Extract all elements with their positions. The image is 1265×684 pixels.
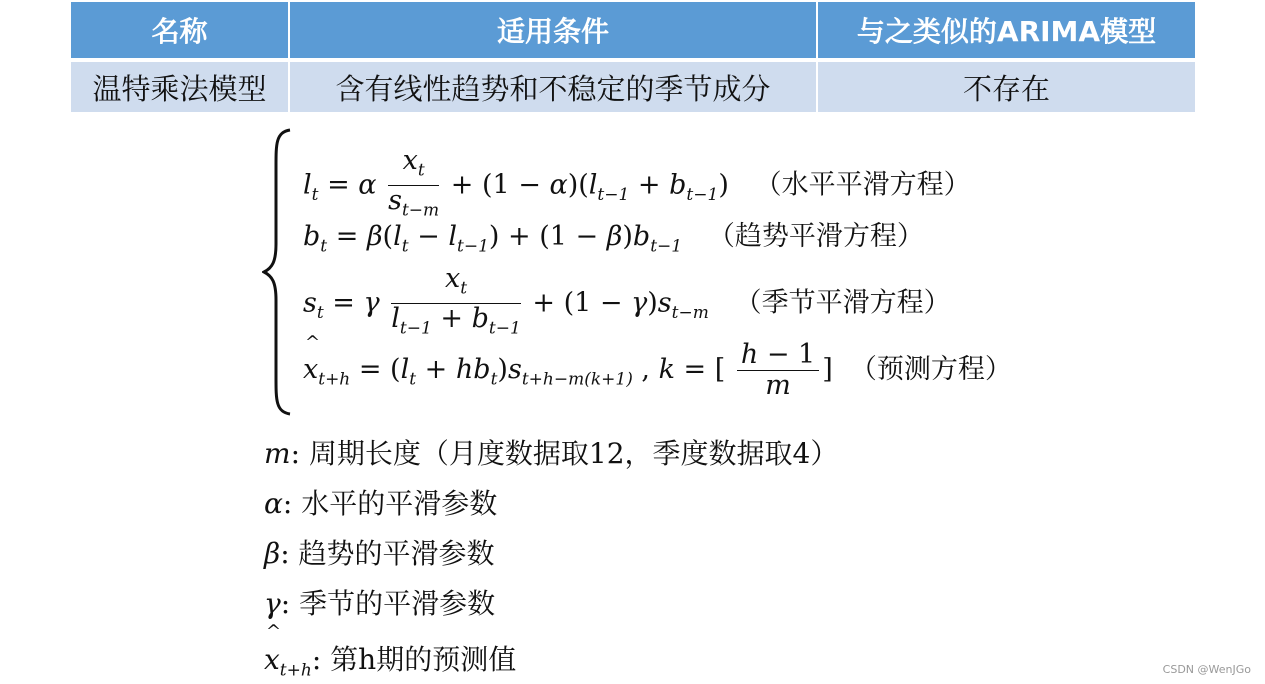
level-equation-label: （水平平滑方程） xyxy=(754,169,971,201)
forecast-equation: ^ $x_{t+h} = (l_t + hb_t)s_{t+h-m(k+1)}$ , k = [ $\frac{h - 1}{m}$ ] （预测方程） xyxy=(303,340,1012,400)
forecast-equation-label: （预测方程） xyxy=(849,354,1012,385)
cell-condition: 含有线性趋势和不稳定的季节成分 xyxy=(289,60,817,112)
season-equation-label: （季节平滑方程） xyxy=(734,287,951,319)
watermark: CSDN @WenJGo xyxy=(1162,663,1251,676)
cell-arima: 不存在 xyxy=(817,60,1195,112)
header-name: 名称 xyxy=(71,2,289,60)
model-table xyxy=(71,2,1195,112)
table-row xyxy=(71,60,1195,112)
definition-forecast: ^ $x_{t+h}$: 第h期的预测值 xyxy=(264,638,516,681)
definition-beta: β: 趋势的平滑参数 xyxy=(264,537,495,570)
level-equation: $l_t = \alpha$ $\frac{x_t}{s_{t-m}}$ + $(1 - \alpha)(l_{t-1} + b_{t-1})$ （水平平滑方程） xyxy=(303,145,971,221)
header-condition: 适用条件 xyxy=(289,2,817,60)
cell-name: 温特乘法模型 xyxy=(71,60,289,112)
header-arima: 与之类似的ARIMA模型 xyxy=(817,2,1195,60)
left-brace-icon xyxy=(262,126,294,418)
season-equation: $s_t = \gamma$ $\frac{x_t}{l_{t-1} + b_{t-1}}$ + $(1 - \gamma)s_{t-m}$ （季节平滑方程） xyxy=(303,263,951,339)
trend-equation: $b_t = \beta(l_t - l_{t-1}) + (1 - \beta)b_{t-1}$ （趋势平滑方程） xyxy=(303,221,924,257)
definition-m: m: 周期长度（月度数据取12，季度数据取4） xyxy=(264,437,839,470)
trend-equation-label: （趋势平滑方程） xyxy=(707,221,924,252)
definition-alpha: α: 水平的平滑参数 xyxy=(264,487,498,520)
definition-gamma: γ: 季节的平滑参数 xyxy=(264,587,496,620)
table-header-row xyxy=(71,2,1195,60)
